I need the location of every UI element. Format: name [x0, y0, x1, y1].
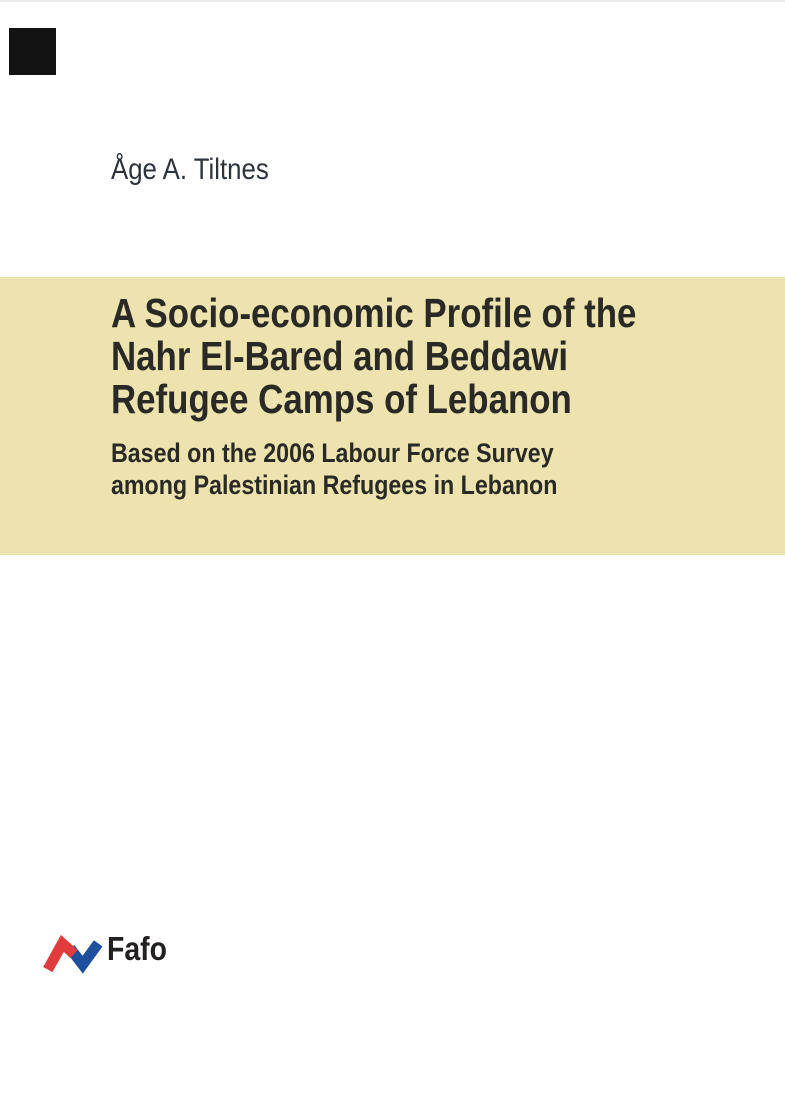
page-top-edge: [0, 0, 785, 2]
author-name: Åge A. Tiltnes: [111, 153, 269, 186]
fafo-logo-text: Fafo: [107, 930, 167, 967]
subtitle-line-2: among Palestinian Refugees in Lebanon: [111, 470, 558, 500]
report-subtitle: [111, 437, 630, 501]
title-line-2: Nahr El-Bared and Beddawi: [111, 333, 569, 379]
subtitle-line-1: Based on the 2006 Labour Force Survey: [111, 438, 554, 468]
fafo-logo-icon: [42, 933, 104, 977]
report-title: [111, 292, 729, 421]
title-line-3: Refugee Camps of Lebanon: [111, 376, 572, 422]
title-band: [0, 277, 785, 555]
fafo-logo: [42, 930, 177, 977]
corner-square-mark: [9, 28, 56, 75]
title-line-1: A Socio-economic Profile of the: [111, 290, 637, 336]
